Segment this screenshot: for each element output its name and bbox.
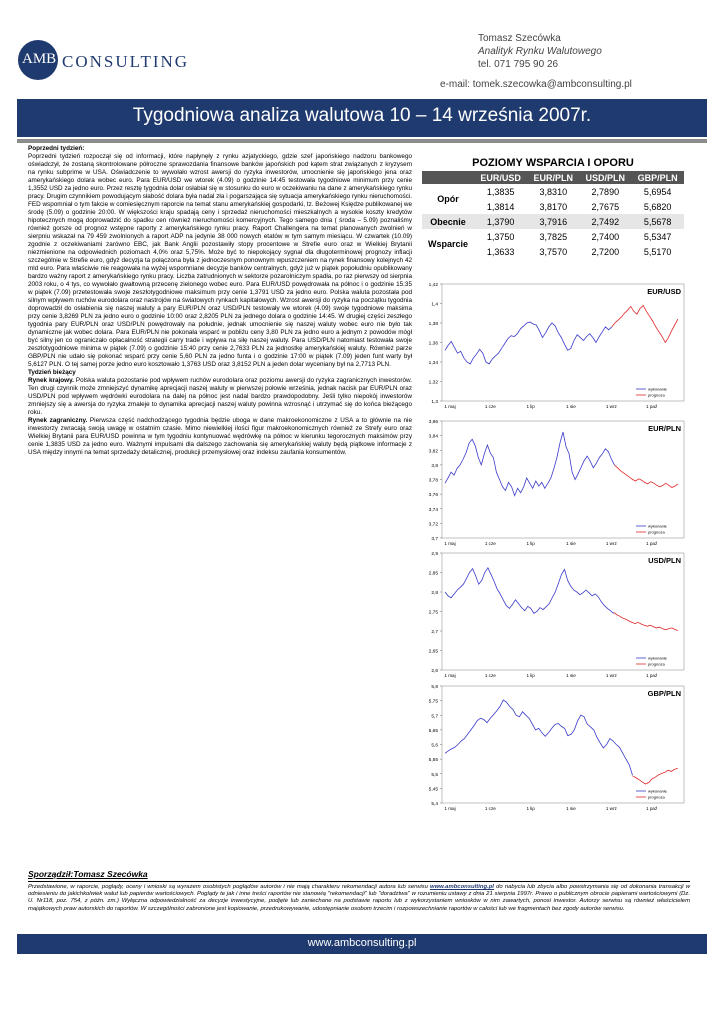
gbp-pln-plot-area xyxy=(442,686,684,803)
report-author: Sporządził:Tomasz Szecówka xyxy=(28,869,148,879)
eur-usd-x-tick-label: 1 wrz xyxy=(605,404,617,409)
usd-pln-chart-title: USD/PLN xyxy=(648,556,681,565)
foreign-label: Rynek zagraniczny. xyxy=(28,417,88,424)
gbp-pln-x-tick-label: 1 lip xyxy=(526,806,535,811)
usd-pln-y-tick-label: 2,65 xyxy=(428,649,438,655)
disclaimer xyxy=(28,884,690,913)
eur-usd-x-tick-label: 1 cze xyxy=(484,404,496,409)
gbp-pln-y-tick-label: 5,45 xyxy=(428,787,438,793)
prev-week-heading: Poprzedni tydzień: xyxy=(28,145,85,152)
eur-usd-x-tick-label: 1 maj xyxy=(444,404,456,409)
gbp-pln-y-tick-label: 5,6 xyxy=(431,743,438,749)
usd-pln-x-tick-label: 1 cze xyxy=(484,673,496,678)
levels-header-cell: EUR/USD xyxy=(474,171,527,184)
logo-mark: AMB xyxy=(18,40,58,80)
fx-charts-svg xyxy=(422,276,692,821)
gbp-pln-y-tick-label: 5,8 xyxy=(431,685,438,690)
eur-usd-legend-label-prognoza: prognoza xyxy=(648,392,665,398)
table-cell: 2,7890 xyxy=(591,186,620,197)
table-cell: 1,3790 xyxy=(474,214,527,229)
foreign-text: Pierwsza część nadchodzącego tygodnia będzie uboga w dane makroekonomiczne z USA a to głównie na nie inwestorzy zwracają swoją uwagę w ostatnim czasie. Mimo niewielkiej ilości figur makroekonomicznych również ze Strefy euro oraz Wielkiej Brytanii para EUR/USD powinna w tym tygodniu kontynuować wędrówkę na północ w kierunku tegorocznych maksimów przy cenie 1,3835 USD za jedno euro. Ważnymi impulsami dla dalszego zachowania się amerykańskiej waluty będą piątkowe informacje z USA między innymi na temat sprzedaży detalicznej, produkcji przemysłowej oraz indeksu zaufania konsumentów. xyxy=(28,417,412,456)
table-cell: 3,8310 xyxy=(539,186,568,197)
usd-pln-x-tick-label: 1 sie xyxy=(566,673,576,678)
gbp-pln-chart-title: GBP/PLN xyxy=(647,689,681,698)
levels-table-title: POZIOMY WSPARCIA I OPORU xyxy=(472,157,634,169)
eur-pln-y-tick-label: 3,8 xyxy=(431,463,438,469)
gbp-pln-y-tick-label: 5,5 xyxy=(431,772,438,778)
table-cell: 1,3814 xyxy=(486,201,515,212)
usd-pln-x-tick-label: 1 lip xyxy=(526,673,535,678)
table-row xyxy=(422,184,684,199)
disclaimer-text-a: Przedstawione, w raporcie, poglądy, oceny i wnioski są wyrazem osobistych poglądów autorów i nie mają charakteru rekomendacji autora lub serwisu xyxy=(28,884,431,890)
footer-site-link[interactable]: www.ambconsulting.pl xyxy=(307,937,417,949)
gbp-pln-x-tick-label: 1 paź xyxy=(646,806,658,811)
eur-usd-y-tick-label: 1,38 xyxy=(428,322,438,327)
usd-pln-x-tick-label: 1 paź xyxy=(646,673,658,678)
table-cell: 1,3835 xyxy=(486,186,515,197)
table-cell: 3,7570 xyxy=(539,246,568,257)
gbp-pln-x-tick-label: 1 sie xyxy=(566,806,576,811)
fx-charts xyxy=(422,276,692,826)
eur-pln-y-tick-label: 3,74 xyxy=(428,507,438,513)
domestic-label: Rynek krajowy. xyxy=(28,377,74,384)
eur-pln-y-tick-label: 3,78 xyxy=(428,478,438,484)
table-cell: 5,5678 xyxy=(631,214,684,229)
table-cell: 3,7825 xyxy=(539,231,568,242)
eur-usd-x-tick-label: 1 paź xyxy=(646,404,658,409)
usd-pln-x-tick-label: 1 maj xyxy=(444,673,456,678)
eur-pln-y-tick-label: 3,72 xyxy=(428,522,438,528)
footer-divider xyxy=(28,881,690,882)
eur-pln-legend-label-wykonanie: wykonanie xyxy=(648,523,667,529)
gbp-pln-y-tick-label: 5,55 xyxy=(428,758,438,764)
levels-header-cell: USD/PLN xyxy=(579,171,631,184)
table-row xyxy=(422,229,684,244)
domestic-paragraph xyxy=(28,377,412,417)
usd-pln-x-tick-label: 1 wrz xyxy=(605,673,617,678)
eur-usd-y-tick-label: 1,42 xyxy=(428,283,438,288)
eur-usd-x-tick-label: 1 lip xyxy=(526,404,535,409)
row-label-resistance: Opór xyxy=(437,194,459,204)
analyst-contact xyxy=(478,32,602,71)
table-row-current xyxy=(422,214,684,229)
eur-pln-x-tick-label: 1 paź xyxy=(646,541,658,546)
this-week-heading: Tydzień bieżący xyxy=(28,369,76,376)
eur-usd-y-tick-label: 1,3 xyxy=(431,400,438,405)
eur-pln-chart-title: EUR/PLN xyxy=(648,424,681,433)
analysis-text xyxy=(28,145,412,457)
disclaimer-link[interactable]: www.ambconsulting.pl xyxy=(430,884,494,890)
table-cell: 5,6954 xyxy=(643,186,672,197)
gbp-pln-legend-label-wykonanie: wykonanie xyxy=(648,788,667,794)
title-bar xyxy=(17,99,707,137)
eur-usd-y-tick-label: 1,4 xyxy=(431,302,438,308)
eur-usd-legend-label-wykonanie: wykonanie xyxy=(648,386,667,392)
eur-pln-y-tick-label: 3,7 xyxy=(431,537,438,542)
table-cell: 1,3750 xyxy=(486,231,515,242)
table-cell: 2,7200 xyxy=(591,246,620,257)
usd-pln-y-tick-label: 2,6 xyxy=(431,669,438,674)
eur-pln-y-tick-label: 3,82 xyxy=(428,449,438,455)
table-cell: 2,7400 xyxy=(591,231,620,242)
eur-pln-legend-label-prognoza: prognoza xyxy=(648,529,665,535)
gbp-pln-legend-label-prognoza: prognoza xyxy=(648,794,665,800)
domestic-text: Polska waluta pozostanie pod wpływem ruchów eurodolara oraz poziomu awersji do ryzyka zagranicznych inwestorów. Ten drugi czynnik może zmniejszyć dynamikę aprecjacji naszej waluty w pierwszej połowie września, jednak nacisk par EUR/PLN oraz USD/PLN pod wpływem wędrówki eurodolara na dalej na północ jest nadal bardzo prawdopodobny. Jeśli tylko niepokój inwestorów zmniejszy się a awersja do ryzyka zmaleje to dynamika aprecjacji naszej waluty powinna wzrosnąć i utrzymać się do końca bieżącego roku. xyxy=(28,377,412,416)
levels-header-cell xyxy=(422,171,474,184)
eur-pln-x-tick-label: 1 cze xyxy=(484,541,496,546)
eur-pln-plot-area xyxy=(442,421,684,538)
gbp-pln-x-tick-label: 1 maj xyxy=(444,806,456,811)
gbp-pln-y-tick-label: 5,7 xyxy=(431,714,438,720)
usd-pln-y-tick-label: 2,85 xyxy=(428,571,438,577)
analyst-name: Tomasz Szecówka xyxy=(478,33,561,44)
levels-header-cell: EUR/PLN xyxy=(527,171,579,184)
levels-header-cell: GBP/PLN xyxy=(631,171,684,184)
eur-pln-x-tick-label: 1 wrz xyxy=(605,541,617,546)
gbp-pln-x-tick-label: 1 wrz xyxy=(605,806,617,811)
eur-usd-y-tick-label: 1,36 xyxy=(428,341,438,347)
analyst-email[interactable]: e-mail: tomek.szecowka@ambconsulting.pl xyxy=(440,79,632,90)
gbp-pln-y-tick-label: 5,75 xyxy=(428,699,438,705)
eur-usd-y-tick-label: 1,34 xyxy=(428,361,438,366)
row-label-support: Wsparcie xyxy=(427,239,469,249)
prev-week-paragraph: Poprzedni tydzień rozpoczął się od informacji, które napłynęły z rynku azjatyckiego, gdzie szef japońskiego nadzoru bankowego oświadczył, że zostaną skontrolowane półroczne sprawozdania finansowe banków japońskich pod kątem strat związanych z kryzysem na rynku subprime w USA. Oświadczenie to wywołało wzrost awersji do ryzyka inwestorów, umocnienie się japońskiego jena oraz amerykańskiego dolara wobec euro. Para EUR/USD we wtorek (4.09) o godzinie 14:45 testowała tygodniowe minimum przy cenie 1,3552 USD za jedno euro. Przez resztę tygodnia dolar osłabiał się w stosunku do euro w oczekiwaniu na dane z amerykańskiego rynku pracy. Drugim czynnikiem powodującym słabość dolara była nadal zła i pogarszająca się sytuacja amerykańskiego rynku nieruchomości. FED wspomniał o tym fakcie w comiesięcznym raporcie na temat stanu amerykańskiej gospodarki, tz. Beżowej Księdze publikowanej we środę (5.09) o godzinie 20:00. W większości kraju spadają ceny i sprzedaż nieruchomości mieszkalnych a wysokie koszty kredytów hipotecznych mogą doprowadzić do spadku cen również nieruchomości komercyjnych. Tego samego dnia ( środa – 5.09) poznaliśmy również gorsze od prognoz wstępne raporty z amerykańskiego rynku pracy. Raport Challengera na temat planowanych zwolnień w sierpniu wskazał na 79 459 zwolnionych a raport ADP na jedynie 38 000 nowych etatów w tym samym miesiącu. W czwartek (10.09) zgodnie z oczekiwaniami zarówno EBC, jak Bank Anglii pozostawiły stopy procentowe w Strefie euro oraz w Wielkiej Brytanii niezmienione na odpowiednich poziomach 4,0% oraz 5,75%. Może być to niepokojący sygnał dla długoterminowej prognozy inflacji szczególnie w Strefie euro, gdyż decyzja ta połączona była z jednoczesnym ponownym wpuszczeniem na rynek finansowy kolejnych 42 mld euro. Para właściwie nie reagowała na wyżej wspomniane decyzje banków centralnych, gdyż już w piątek popołudniu opublikowany bardzo ważny raport z amerykańskiego rynku pracy. Liczba zatrudnionych w sektorze pozarolniczym spadła, po raz pierwszy od sierpnia 2003 roku, o 4 tys, co wywołało gwałtowną przecenę zielonego wobec euro. Para EUR/USD powędrowała na północ i o godzinie 15:35 w piątek (7.09) przetestowała swoje zeszłotygodniowe maksimum przy cenie 1,3791 USD za jedno euro. Polska waluta pozostała pod silnym wpływem ruchów eurodolara oraz nastrojów na światowych rynkach kapitałowych. Wzrost awersji do ryzyka na początku tygodnia doprowadził do osłabienia się naszej waluty a pary EUR/PLN oraz USD/PLN testowały we wtorek (4.09) swoje tygodniowe maksima przy cenie 3,8269 PLN za jedno euro o godzinie 10:00 oraz 2,8205 PLN za jednego dolara o godzinie 14:45. W drugiej części zeszłego tygodnia pary EUR/PLN oraz USD/PLN powędrowały na południe, jednak umocnienie się naszej waluty wobec euro nie było tak dynamiczne jak wobec dolara. Para EUR/PLN nie pokonała wsparć w pobliżu ceny 3,80 PLN za jedno euro a jednym z powodów mógł być silny jen co ograniczało opłacalność strategii carry trade i wpływa na siłę naszej waluty. Para USD/PLN natomiast testowała swoje zeszłotygodniowe minima w piątek (7.09) o godzinie 15:40 przy cenie 2,7633 PLN za jednostkę amerykańskiej waluty. Również parze GBP/PLN nie udało się pokonać wsparć przy cenie 5,60 PLN za jedno funta i o godzinie 17:00 w piątek (7.09) jeden funt warty był 5,6127 PLN. O tej samej porze jedno euro kosztowało 1,3763 USD oraz 3,8152 PLN a jeden dolar wyceniany był na 2,7713 PLN. xyxy=(28,153,412,368)
usd-pln-y-tick-label: 2,8 xyxy=(431,591,438,596)
row-label-current: Obecnie xyxy=(422,214,474,229)
gbp-pln-x-tick-label: 1 cze xyxy=(484,806,496,811)
eur-pln-x-tick-label: 1 maj xyxy=(444,541,456,546)
eur-usd-chart-title: EUR/USD xyxy=(647,287,681,296)
footer-bar xyxy=(17,934,707,954)
company-logo xyxy=(18,38,188,84)
table-cell: 2,7492 xyxy=(579,214,631,229)
eur-usd-plot-area xyxy=(442,284,684,401)
usd-pln-y-tick-label: 2,9 xyxy=(431,552,438,557)
table-cell: 1,3633 xyxy=(486,246,515,257)
gbp-pln-y-tick-label: 5,4 xyxy=(431,802,438,807)
usd-pln-y-tick-label: 2,7 xyxy=(431,630,438,635)
usd-pln-legend-label-wykonanie: wykonanie xyxy=(648,655,667,661)
eur-pln-x-tick-label: 1 sie xyxy=(566,541,576,546)
table-cell: 5,5347 xyxy=(643,231,672,242)
eur-pln-x-tick-label: 1 lip xyxy=(526,541,535,546)
disclaimer-text-b: do nabycia lub zbycia albo powstrzymania się od dokonania transakcji w odniesieniu do jakichkolwiek walut lub papierów wartościowych. Poglądy te jak i inne treści raportów nie stanowią "rekomendacji" lub "doradztwa" w rozumieniu ustawy z dnia 21 sierpnia 1997r. Prawo o publicznym obrocie papierami wartościowymi (Dz. U. Nr118, poz. 754, z późn. zm.) Wyłączna odpowiedzialność za decyzje inwestycyjne, podjęte lub zaniechane na podstawie raportu lub z wykorzystaniem wniosków w nim zawartych, ponosi inwestor. Autorzy serwisu są również właścicielem majątkowych praw autorskich do raportów. W szczególności zabronione jest kopiowanie, przedrukowywanie, udostępnianie osobom trzecim i rozpowszechnianie raportów w całości lub we fragmentach bez zgody autorów serwisu. xyxy=(28,884,690,912)
usd-pln-plot-area xyxy=(442,553,684,670)
eur-pln-y-tick-label: 3,76 xyxy=(428,493,438,499)
foreign-paragraph xyxy=(28,417,412,457)
levels-header-row xyxy=(422,171,684,184)
table-cell: 2,7675 xyxy=(591,201,620,212)
table-cell: 3,8170 xyxy=(539,201,568,212)
usd-pln-y-tick-label: 2,75 xyxy=(428,610,438,616)
levels-table xyxy=(422,171,684,259)
usd-pln-legend-label-prognoza: prognoza xyxy=(648,661,665,667)
table-cell: 3,7916 xyxy=(527,214,579,229)
analyst-role: Analityk Rynku Walutowego xyxy=(478,46,602,57)
page-title: Tygodniowa analiza walutowa 10 – 14 września 2007r. xyxy=(132,105,592,126)
eur-usd-y-tick-label: 1,32 xyxy=(428,380,438,386)
eur-usd-x-tick-label: 1 sie xyxy=(566,404,576,409)
table-cell: 5,6820 xyxy=(643,201,672,212)
logo-wordmark: CONSULTING xyxy=(62,52,190,71)
analyst-phone: tel. 071 795 90 26 xyxy=(478,59,559,70)
table-cell: 5,5170 xyxy=(643,246,672,257)
eur-pln-y-tick-label: 3,84 xyxy=(428,434,438,440)
title-divider xyxy=(17,139,707,143)
eur-pln-y-tick-label: 3,86 xyxy=(428,420,438,425)
gbp-pln-y-tick-label: 5,65 xyxy=(428,728,438,734)
